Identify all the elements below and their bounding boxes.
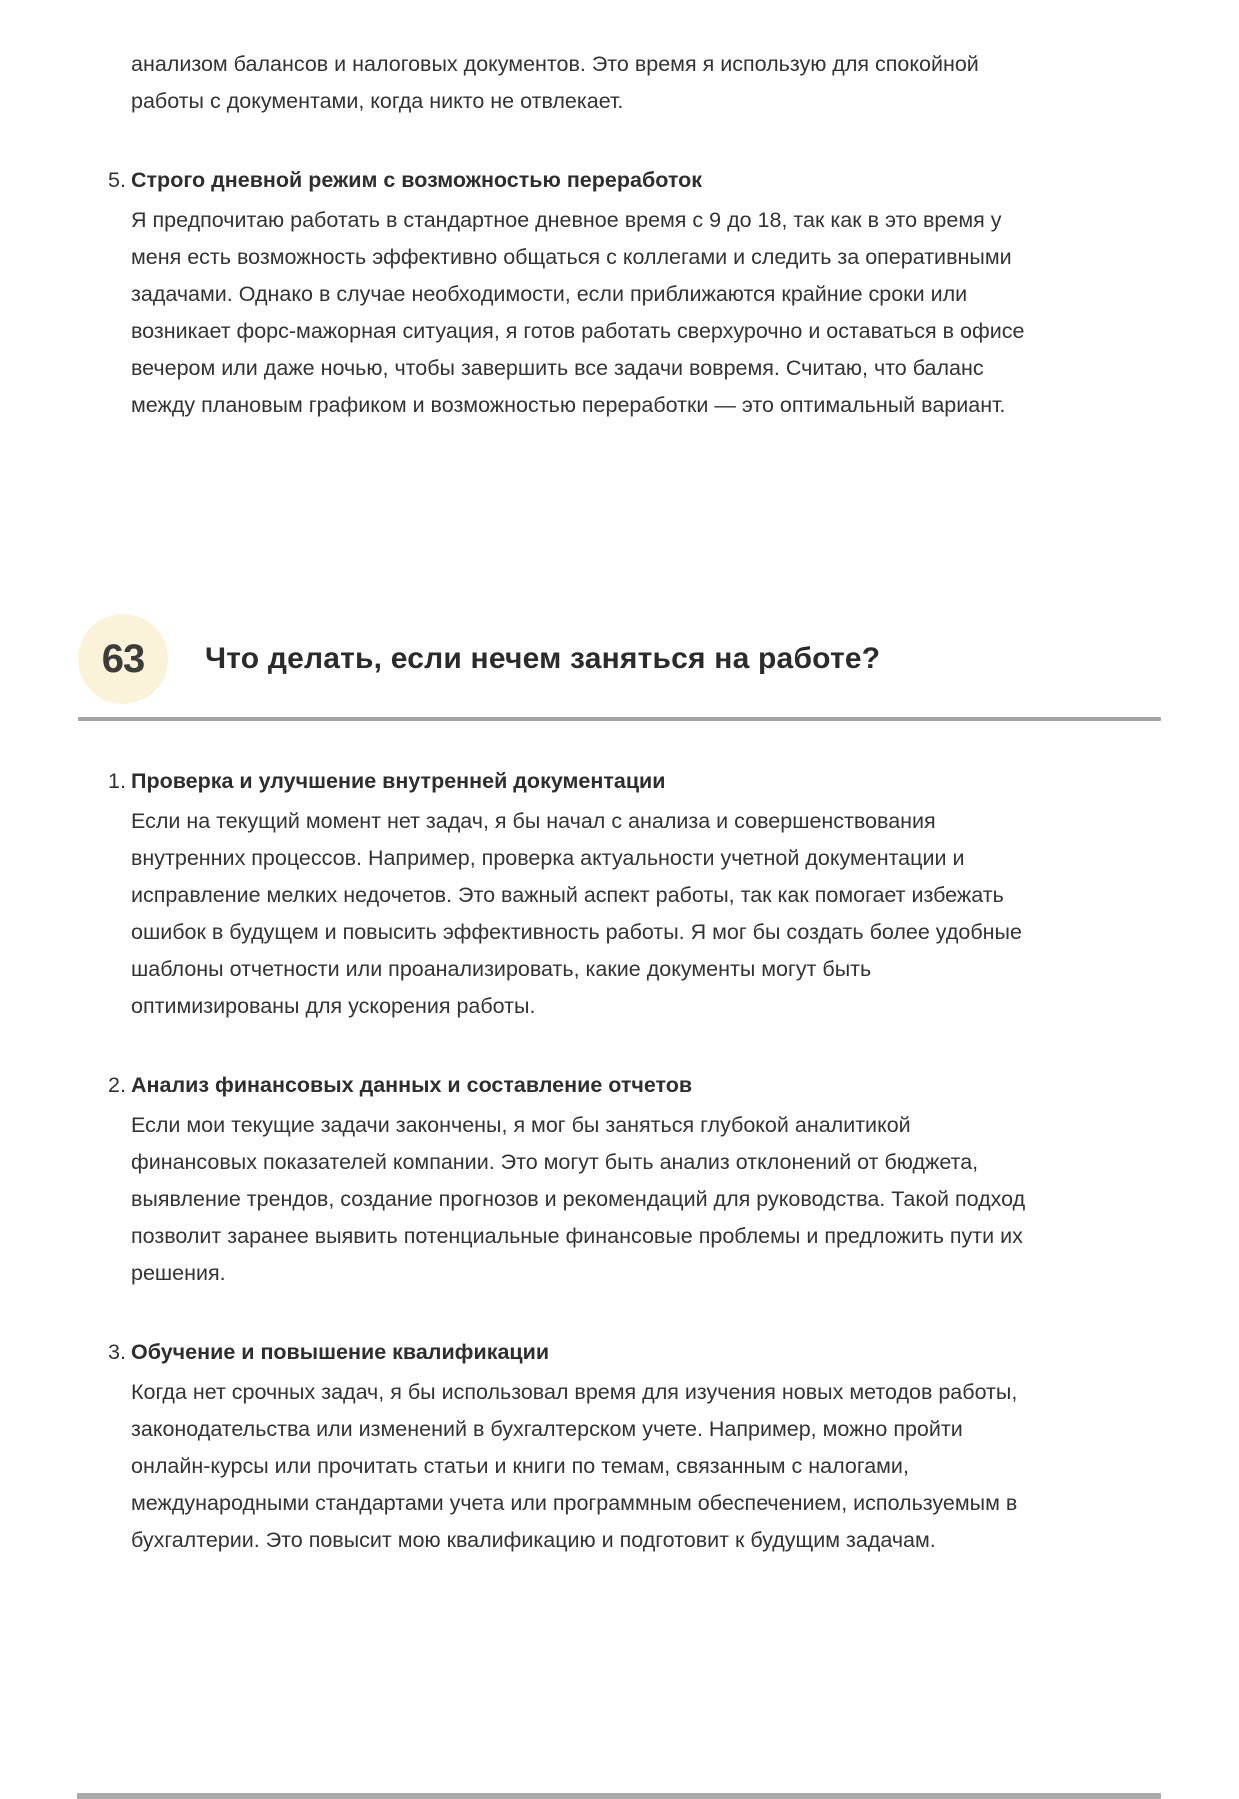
list-item-number: 3. (108, 1340, 126, 1364)
list-item-number: 5. (108, 168, 126, 192)
list-item-3 (108, 1334, 1161, 1559)
list-item-5 (108, 162, 1161, 424)
document-page (0, 46, 1239, 1559)
section-header (78, 614, 1161, 704)
list-item-text: Когда нет срочных задач, я бы использовал время для изучения новых методов работы, законодательства или изменений в бухгалтерском учете. Например, можно пройти онлайн-курсы или прочитать статьи и книги по темам, связанным с налогами, международными стандартами учета или программным обеспечением, используемым в бухгалтерии. Это повысит мою квалификацию и подготовит к будущим задачам. (131, 1380, 1018, 1552)
section-title: Что делать, если нечем заняться на работе? (205, 642, 881, 675)
list-item-title: Строго дневной режим с возможностью переработок (131, 168, 702, 192)
list-item-title: Обучение и повышение квалификации (131, 1340, 550, 1364)
list-item-text: Если мои текущие задачи закончены, я мог бы заняться глубокой аналитикой финансовых показателей компании. Это могут быть анализ отклонений от бюджета, выявление трендов, создание прогнозов и рекомендаций для руководства. Такой подход позволит заранее выявить потенциальные финансовые проблемы и предложить пути их решения. (131, 1113, 1026, 1285)
list-item-title: Проверка и улучшение внутренней документации (131, 769, 666, 793)
question-number: 63 (101, 636, 145, 681)
list-item-1 (108, 763, 1161, 1025)
paragraph-continuation: анализом балансов и налоговых документов. Это время я использую для спокойной работы с документами, когда никто не отвлекает. (131, 52, 979, 113)
list-item-text: Если на текущий момент нет задач, я бы начал с анализа и совершенствования внутренних процессов. Например, проверка актуальности учетной документации и исправление мелких недочетов. Это важный аспект работы, так как помогает избежать ошибок в будущем и повысить эффективность работы. Я мог бы создать более удобные шаблоны отчетности или проанализировать, какие документы могут быть оптимизированы для ускорения работы. (131, 809, 1022, 1018)
list-item-number: 2. (108, 1073, 126, 1097)
list-item-2 (108, 1067, 1161, 1292)
next-section-divider-partial (77, 1793, 1161, 1799)
question-number-badge (78, 614, 168, 704)
list-item-number: 1. (108, 769, 126, 793)
list-item-title: Анализ финансовых данных и составление отчетов (131, 1073, 693, 1097)
section-divider (78, 717, 1161, 721)
list-item-text: Я предпочитаю работать в стандартное дневное время с 9 до 18, так как в это время у меня есть возможность эффективно общаться с коллегами и следить за оперативными задачами. Однако в случае необходимости, если приближаются крайние сроки или возникает форс-мажорная ситуация, я готов работать сверхурочно и оставаться в офисе вечером или даже ночью, чтобы завершить все задачи вовремя. Считаю, что баланс между плановым графиком и возможностью переработки — это оптимальный вариант. (131, 208, 1025, 417)
answers-list (78, 763, 1161, 1559)
